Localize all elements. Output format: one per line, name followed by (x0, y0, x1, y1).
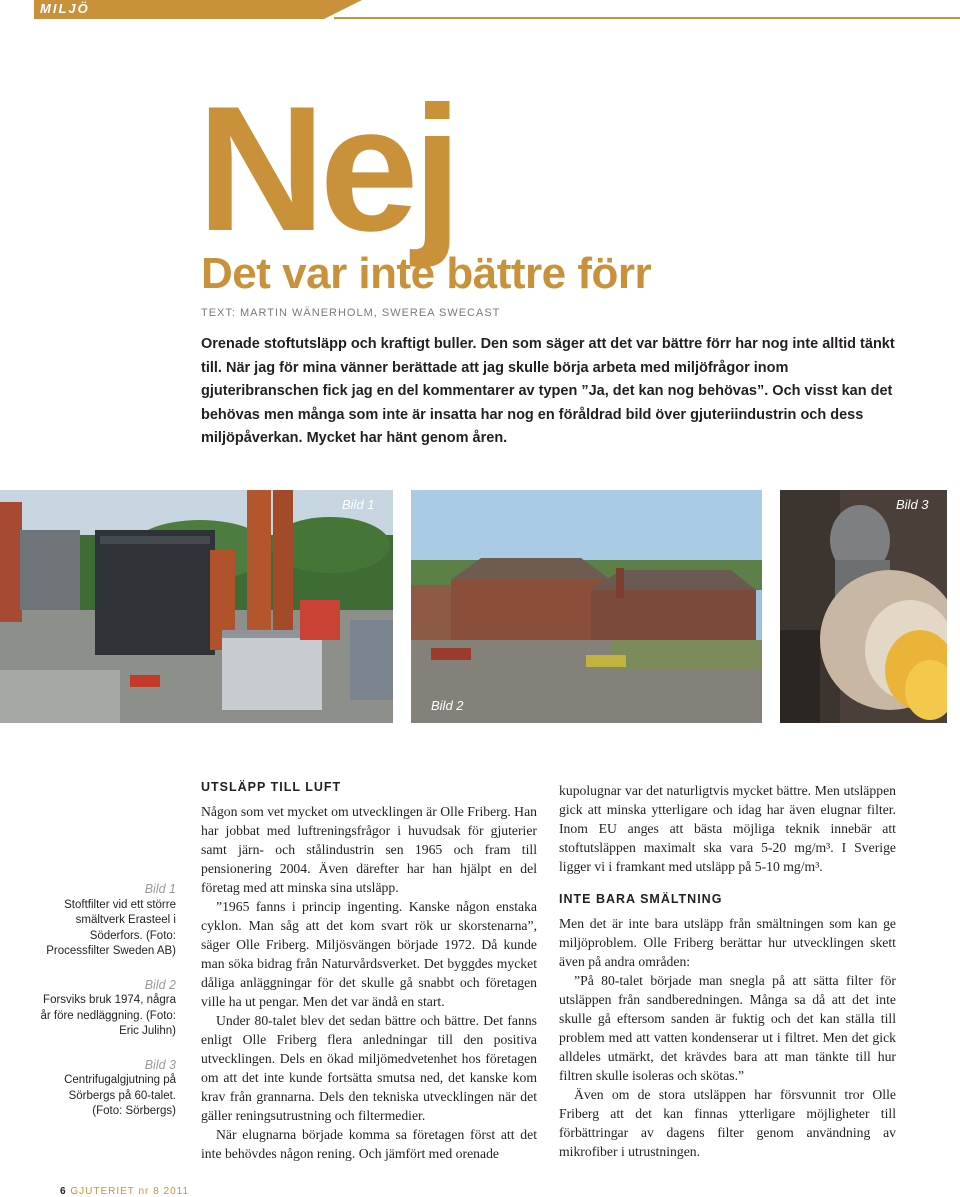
page-number: 6 (60, 1186, 67, 1197)
photo-bild-2-label: Bild 2 (431, 698, 464, 713)
photo-bild-2-image (411, 490, 762, 723)
caption-text-3: Centrifugalgjutning på Sörbergs på 60-talet. (Foto: Sörbergs) (64, 1074, 176, 1117)
photo-captions (40, 882, 176, 1138)
article-title: Nej (197, 69, 456, 268)
section-label: MILJÖ (40, 1, 90, 16)
caption-title-3: Bild 3 (144, 1057, 176, 1072)
body-paragraph: Under 80-talet blev det sedan bättre och bättre. Det fanns enligt Olle Friberg flera anledningar till den positiva utvecklingen. Dels en ökad miljömedvetenhet hos företagen om att det inte kunde fortsätta smutsa ned, det kanske kom krav från grannarna. Dels den tekniska utvecklingen när det gäller reningsutrustning och filtermedier. (201, 1013, 537, 1123)
body-paragraph: Men det är inte bara utsläpp från smältningen som kan ge miljöproblem. Olle Friberg berättar hur utvecklingen skett även på andra områden: (559, 916, 896, 969)
photo-bild-1-label: Bild 1 (342, 497, 375, 512)
photo-bild-3-image (780, 490, 947, 723)
photo-bild-2 (411, 490, 762, 723)
photo-bild-1 (0, 490, 393, 723)
caption-title-1: Bild 1 (144, 882, 176, 896)
section-bar (34, 0, 960, 19)
caption-text-1: Stoftfilter vid ett större smältverk Erasteel i Söderfors. (Foto: Processfilter Sweden AB) (46, 898, 176, 957)
photo-bild-3-label: Bild 3 (896, 497, 929, 512)
article-byline: TEXT: MARTIN WÄNERHOLM, SWEREA SWECAST (201, 307, 501, 319)
body-column-2 (559, 781, 896, 1161)
section-bar-rule (334, 17, 960, 19)
caption-title-2: Bild 2 (144, 977, 176, 992)
body-paragraph: Även om de stora utsläppen har försvunnit tror Olle Friberg att det kan finnas ytterligare möjligheter till förbättringar av dagens filter genom användning av mikrofiber i utrustningen. (559, 1087, 896, 1159)
publication-name: GJUTERIET nr 8 2011 (70, 1186, 190, 1197)
article-lead: Orenade stoftutsläpp och kraftigt buller. Den som säger att det var bättre förr har nog inte alltid tänkt till. När jag för mina vänner berättade att jag skulle börja arbeta med miljöfrågor inom gjuteribranschen fick jag en del kommentarer av typen ”Ja, det kan nog behövas”. Och visst kan det behövas men många som inte är insatta har nog en föråldrad bild över gjuteriindustrin och dess miljöpåverkan. Mycket har hänt genom åren. (201, 336, 895, 446)
section-heading-utslapp: UTSLÄPP TILL LUFT (201, 780, 342, 794)
page-footer (60, 1186, 189, 1197)
section-heading-smaltning: INTE BARA SMÄLTNING (559, 892, 723, 906)
body-paragraph: kupolugnar var det naturligtvis mycket bättre. Men utsläppen gick att minska ytterligare och idag har även elugnar filter. Inom EU anges att bästa möjliga teknik innebär att stoftutsläppen maximalt ska vara 5-20 mg/m³. I Sverige ligger vi i framkant med utsläpp på 5-10 mg/m³. (559, 783, 896, 874)
body-paragraph: ”1965 fanns i princip ingenting. Kanske någon enstaka cyklon. Man såg att det kom svart rök ur skorstenarna”, säger Olle Friberg. Miljösvängen började 1972. Då kunde man söka bidrag från Naturvårdsverket. Det byggdes mycket dåliga anläggningar för det skulle gå snabbt och företagen ville ha ut pengar. Men det var ändå en start. (201, 899, 537, 1009)
article-subtitle: Det var inte bättre förr (201, 249, 652, 298)
body-paragraph: ”På 80-talet började man snegla på att sätta filter för utsläppen från sandberedningen. Många sa då att det inte skulle gå eftersom sanden är fuktig och det kan ställa till problem med att vatten kondenserar ut i filtret. Men det gick alldeles utmärkt, det krävdes bara att man tänkte till hur filtren skulle isoleras och skötas.” (559, 973, 896, 1083)
caption-text-2: Forsviks bruk 1974, några år före nedläggning. (Foto: Eric Julihn) (40, 994, 176, 1037)
body-paragraph: Någon som vet mycket om utvecklingen är Olle Friberg. Han har jobbat med luftreningsfrågor i huvudsak för gjuterier samt järn- och stålindustrin sen 1965 och fram till pensionering 2004. Även därefter har han hjälpt en del företag med att minska sina utsläpp. (201, 804, 537, 895)
photo-bild-3 (780, 490, 947, 723)
body-paragraph: När elugnarna började komma sa företagen först att det inte behövdes någon rening. Och jämfört med orenade (201, 1127, 537, 1161)
body-column-1 (201, 778, 537, 1163)
photo-bild-1-image (0, 490, 393, 723)
